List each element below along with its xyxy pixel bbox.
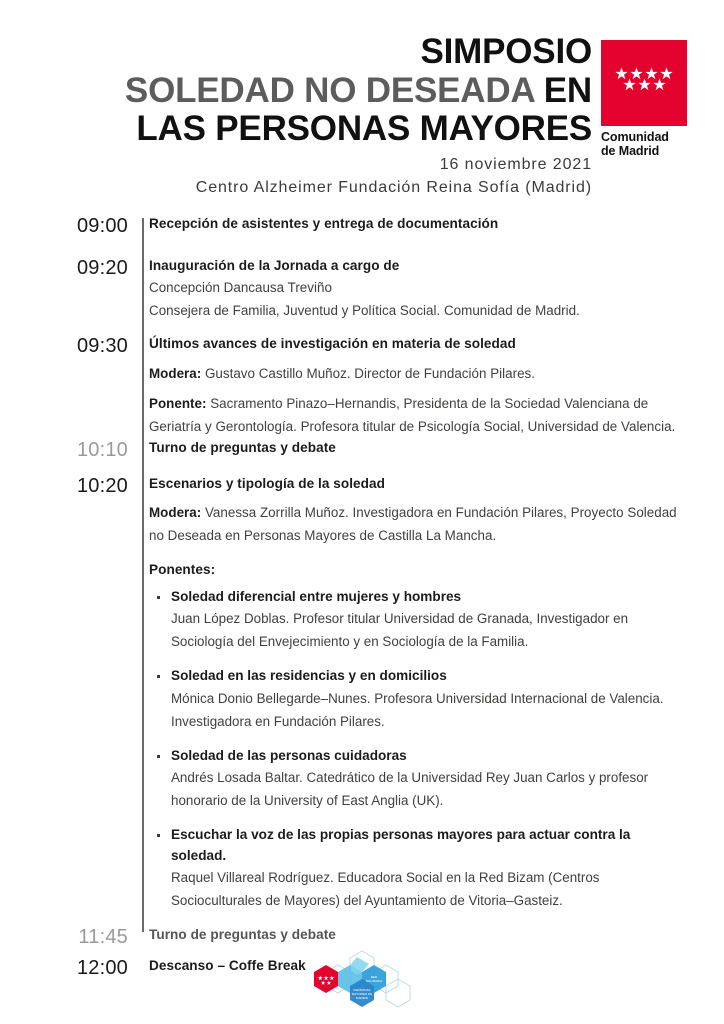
schedule-heading: Turno de preguntas y debate <box>149 927 336 943</box>
spacer <box>149 494 682 501</box>
svg-text:PERSONAS: PERSONAS <box>353 988 371 992</box>
spacer <box>149 385 682 392</box>
hexagon-cluster-logo <box>307 949 417 1011</box>
svg-text:RED: RED <box>370 975 378 979</box>
modera-text: Gustavo Castillo Muñoz. Director de Fundación Pilares. <box>201 365 535 381</box>
logo-name-line-1: Comunidad <box>601 130 669 144</box>
title-line-2-gray: SOLEDAD NO DESEADA <box>124 71 544 111</box>
spacer <box>0 322 724 334</box>
schedule-row <box>0 925 724 949</box>
schedule-time: 09:20 <box>76 257 128 279</box>
schedule-time: 12:00 <box>76 957 128 980</box>
madrid-stars-group <box>601 67 687 91</box>
comunidad-de-madrid-logo <box>601 40 687 158</box>
schedule-time: 09:30 <box>76 335 128 358</box>
list-item <box>149 666 682 732</box>
schedule-heading: Descanso – Coffe Break <box>149 958 306 974</box>
event-date: 16 noviembre 2021 <box>439 156 592 174</box>
schedule-row <box>0 334 724 438</box>
schedule-time: 10:20 <box>76 475 128 498</box>
event-venue: Centro Alzheimer Fundación Reina Sofía (Madrid) <box>195 178 592 196</box>
schedule-modera <box>149 362 682 385</box>
svg-text:MADRID: MADRID <box>355 996 369 1000</box>
ponente-text: Sacramento Pinazo–Hernandis, Presidenta de la Sociedad Valenciana de Geriatría y Gerontología. Profesora titular de Psicología Social, Universidad de Valencia. <box>149 395 676 434</box>
schedule-detail-line: Concepción Dancausa Treviño <box>149 280 332 296</box>
modera-text: Vanessa Zorrilla Muñoz. Investigadora en Fundación Pilares, Proyecto Soledad no Deseada en Personas Mayores de Castilla La Mancha. <box>149 505 677 544</box>
ponente-title: Soledad de las personas cuidadoras <box>171 747 407 763</box>
star-icon <box>653 78 666 91</box>
schedule-body <box>149 214 682 234</box>
spacer <box>149 580 682 587</box>
ponentes-label: Ponentes: <box>149 561 216 577</box>
title-line-3: LAS PERSONAS MAYORES <box>136 109 592 149</box>
ponente-desc: Mónica Donio Bellegarde–Nunes. Profesora Universidad Internacional de Valencia. Investigadora en Fundación Pilares. <box>171 690 664 729</box>
schedule-body <box>149 474 682 925</box>
schedule-divider-line <box>142 218 144 932</box>
schedule-modera <box>149 501 682 547</box>
svg-text:MAYORES DE: MAYORES DE <box>351 992 373 996</box>
list-item <box>149 746 682 812</box>
schedule-heading: Recepción de asistentes y entrega de documentación <box>149 216 499 231</box>
svg-text:SOLIDARIA: SOLIDARIA <box>365 979 383 983</box>
schedule-row <box>0 474 724 925</box>
title-line-2 <box>0 72 592 109</box>
schedule-list <box>0 214 724 980</box>
poster-header <box>0 0 724 200</box>
modera-label: Modera: <box>149 505 202 521</box>
footer <box>0 949 724 1016</box>
kicker-simposio: SIMPOSIO <box>420 32 592 71</box>
ponente-title: Soledad en las residencias y en domicilios <box>171 668 447 684</box>
schedule-body <box>149 256 682 322</box>
ponente-desc: Juan López Doblas. Profesor titular Universidad de Granada, Investigador en Sociología del Envejecimiento y en Sociología de la Familia. <box>171 611 629 650</box>
spacer <box>149 355 682 362</box>
schedule-detail-line: Consejera de Familia, Juventud y Política Social. Comunidad de Madrid. <box>149 303 580 319</box>
schedule-body <box>149 925 682 945</box>
star-icon <box>623 78 636 91</box>
madrid-flag-icon <box>601 40 687 126</box>
title-line-2-black: EN <box>543 71 592 111</box>
schedule-row <box>0 214 724 238</box>
schedule-body <box>149 438 682 458</box>
schedule-time: 10:10 <box>76 439 128 462</box>
list-item <box>149 587 682 653</box>
ponente-title: Soledad diferencial entre mujeres y hombres <box>171 588 462 604</box>
schedule-time: 11:45 <box>78 926 128 949</box>
spacer <box>0 238 724 256</box>
ponente-desc: Raquel Villareal Rodríguez. Educadora Social en la Red Bizam (Centros Socioculturales de Mayores) del Ayuntamiento de Vitoria–Gasteiz. <box>171 870 600 909</box>
ponente-desc: Andrés Losada Baltar. Catedrático de la Universidad Rey Juan Carlos y profesor honorario de la University of East Anglia (UK). <box>171 770 649 809</box>
schedule-time: 09:00 <box>76 215 128 237</box>
list-item <box>149 825 682 912</box>
spacer <box>149 548 682 560</box>
star-icon <box>638 78 651 91</box>
schedule-ponente <box>149 392 682 438</box>
schedule-heading: Inauguración de la Jornada a cargo de <box>149 258 400 273</box>
ponente-title: Escuchar la voz de las propias personas mayores para actuar contra la soledad. <box>171 827 631 863</box>
ponente-label: Ponente: <box>149 395 207 411</box>
schedule-row <box>0 438 724 462</box>
schedule-heading: Últimos avances de investigación en materia de soledad <box>149 336 516 352</box>
header-title-block <box>0 0 592 198</box>
schedule-heading: Turno de preguntas y debate <box>149 440 336 456</box>
logo-name-line-2: de Madrid <box>601 144 660 158</box>
schedule-row <box>0 256 724 322</box>
ponentes-list <box>149 587 682 912</box>
spacer <box>0 462 724 474</box>
comunidad-de-madrid-wordmark <box>601 130 687 158</box>
modera-label: Modera: <box>149 365 202 381</box>
schedule-body <box>149 334 682 438</box>
schedule-heading: Escenarios y tipología de la soledad <box>149 476 385 492</box>
